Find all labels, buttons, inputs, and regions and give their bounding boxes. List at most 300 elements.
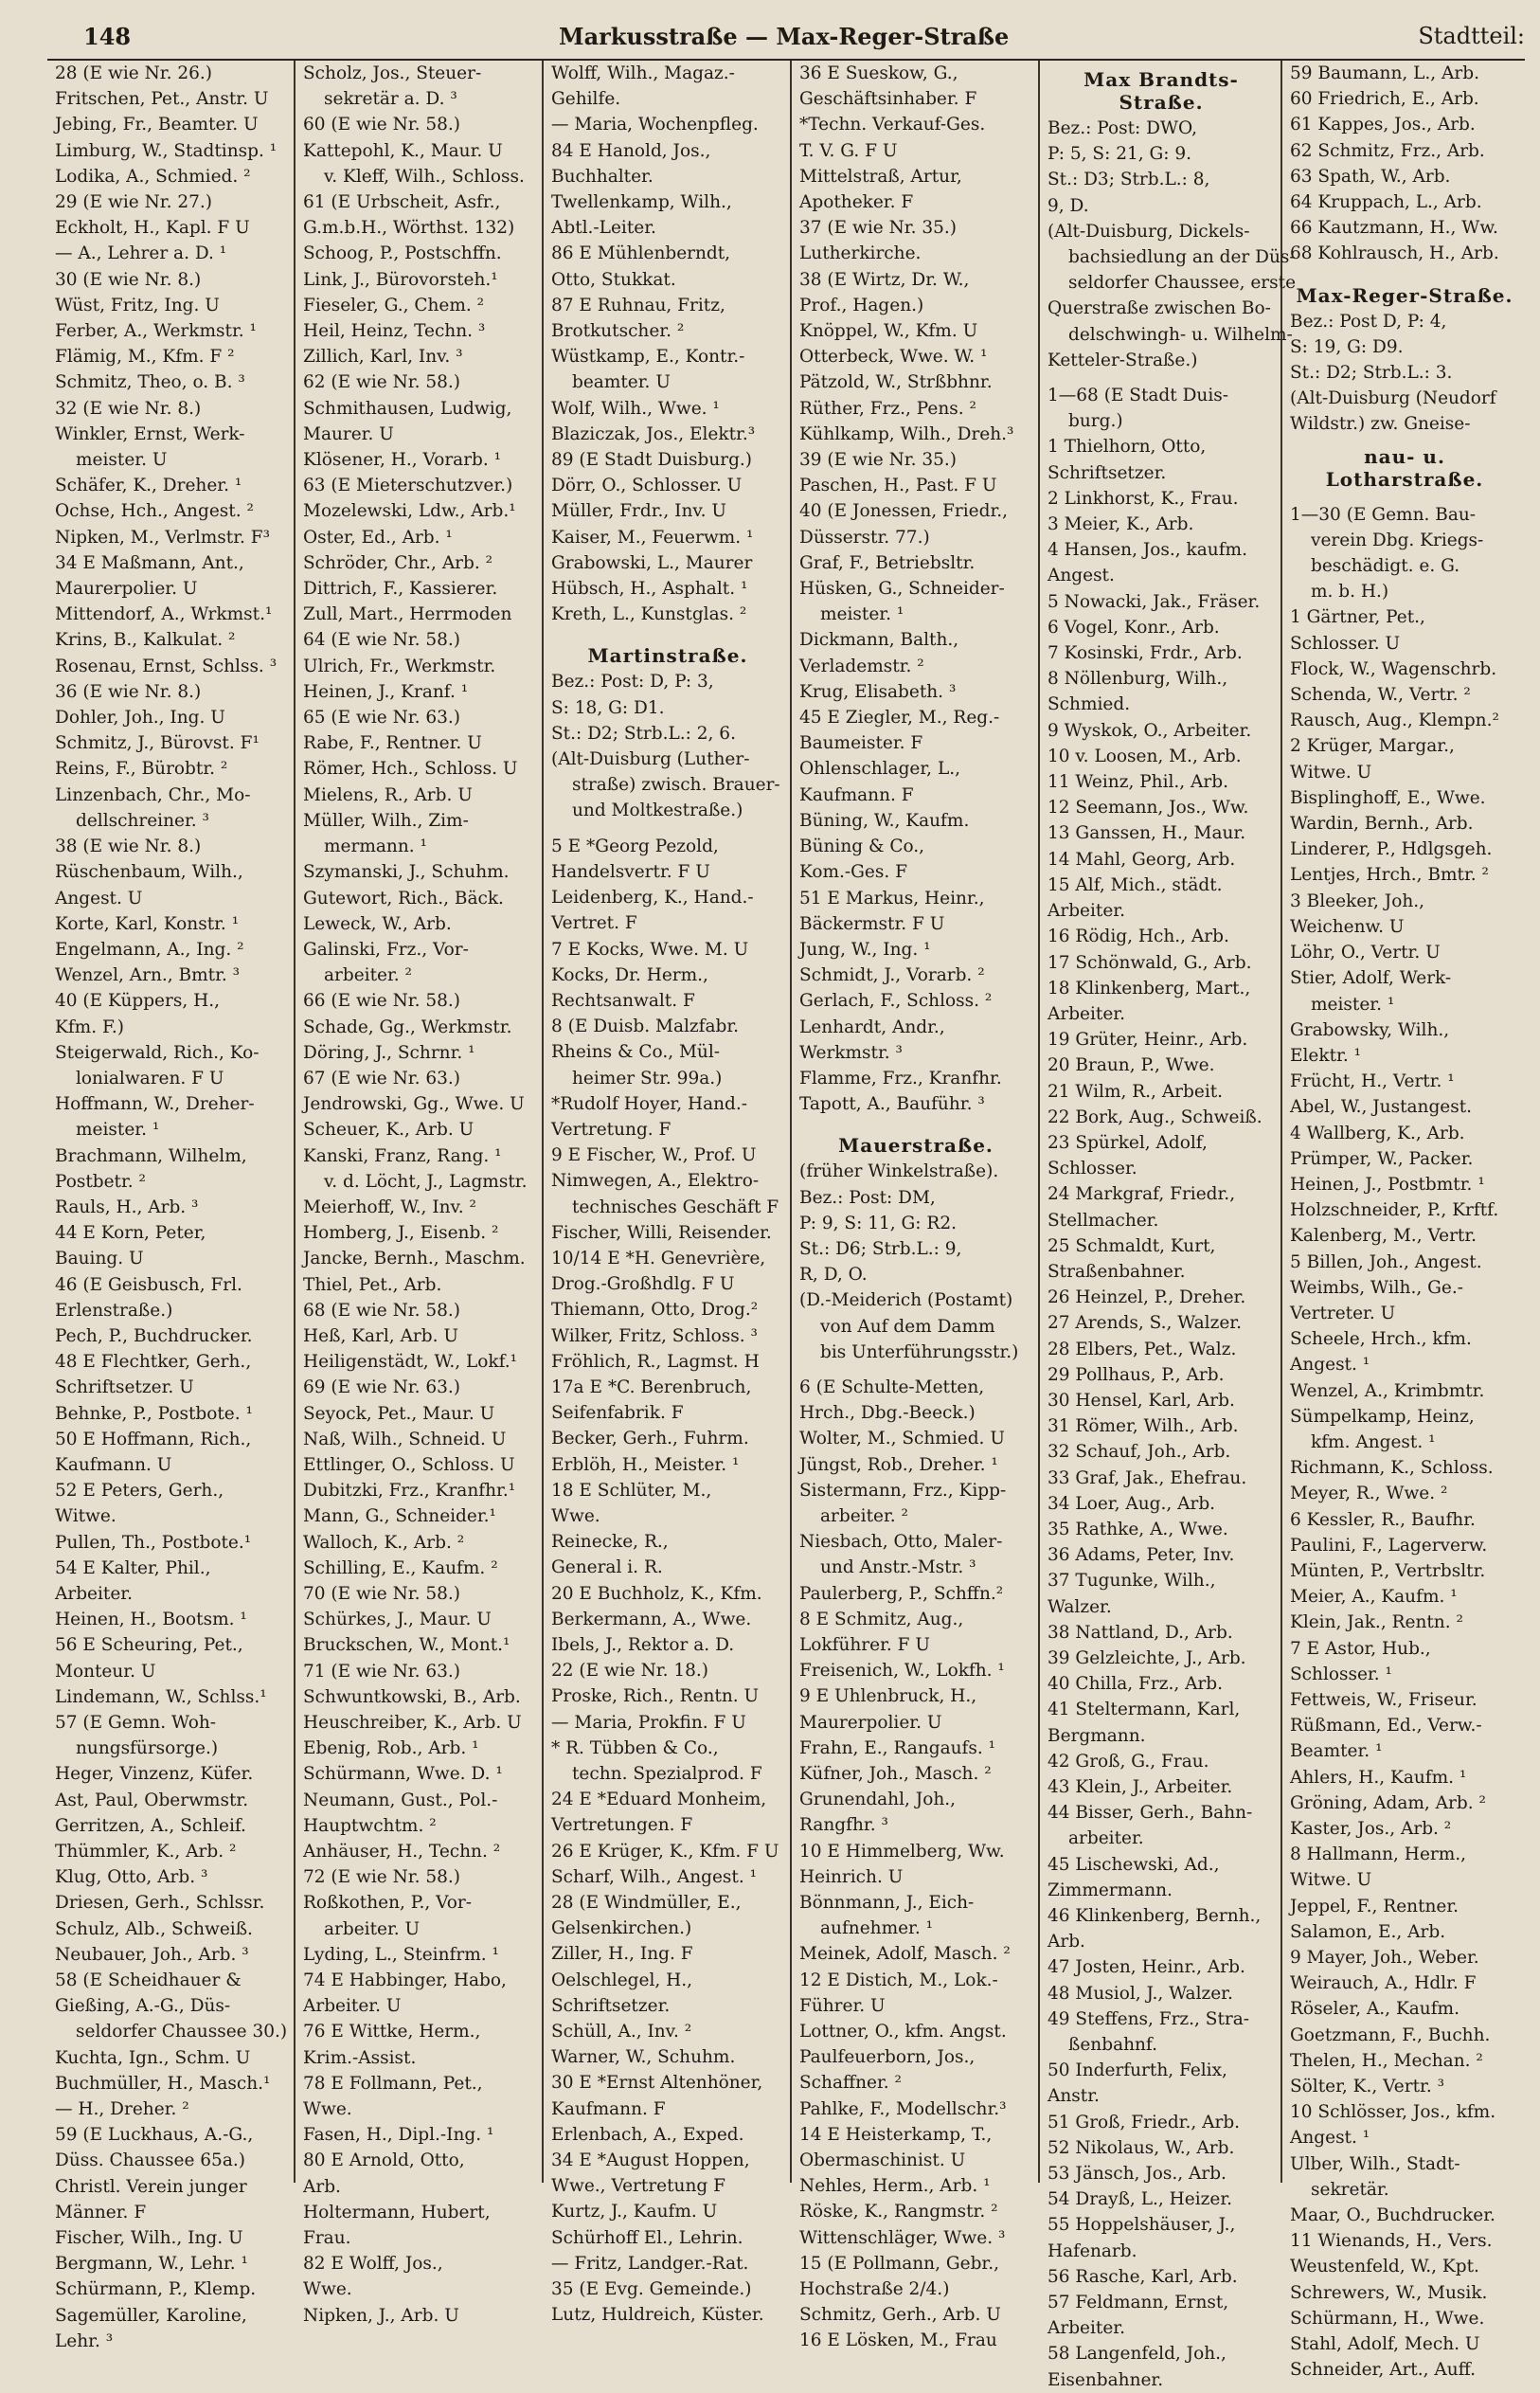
directory-entry: Witwe. — [55, 1506, 116, 1527]
directory-entry: Winkler, Ernst, Werk- — [55, 423, 245, 444]
directory-entry: 58 Langenfeld, Joh., — [1048, 2344, 1227, 2365]
directory-entry: 87 E Ruhnau, Fritz, — [551, 295, 725, 315]
directory-entry: Mozelewski, Ldw., Arb.¹ — [303, 501, 516, 522]
directory-entry: Rechtsanwalt. F — [551, 990, 695, 1011]
directory-entry: Kfm. F.) — [55, 1017, 125, 1037]
directory-entry: Kurtz, J., Kaufm. U — [551, 2202, 718, 2222]
directory-entry: Wüst, Fritz, Ing. U — [55, 295, 220, 315]
directory-entry: Kalenberg, M., Vertr. — [1290, 1226, 1477, 1247]
directory-entry: Limburg, W., Stadtinsp. ¹ — [55, 140, 278, 161]
directory-entry: Ulber, Wilh., Stadt- — [1290, 2153, 1460, 2174]
directory-entry: Arbeiter. U — [303, 1996, 402, 2017]
directory-entry: Tapott, A., Bauführ. ³ — [799, 1094, 985, 1115]
street-heading: Max Brandts-Straße. — [1083, 68, 1239, 114]
directory-entry: Ibels, J., Rektor a. D. — [551, 1634, 735, 1655]
directory-entry: Hüsken, G., Schneider- — [799, 579, 1005, 600]
directory-entry: Knöppel, W., Kfm. U — [799, 321, 978, 342]
street-heading: nau- u. Lotharstraße. — [1325, 444, 1484, 491]
directory-entry: 11 Wienands, H., Vers. — [1290, 2231, 1493, 2252]
directory-entry: Sümpelkamp, Heinz, — [1290, 1406, 1475, 1427]
directory-entry: 38 (E wie Nr. 8.) — [55, 837, 202, 857]
directory-entry: Stier, Adolf, Werk- — [1290, 968, 1452, 989]
directory-entry: 10/14 E *H. Genevrière, — [551, 1248, 766, 1268]
directory-entry: Goetzmann, F., Buchh. — [1290, 2024, 1491, 2045]
directory-entry: beamter. U — [572, 372, 671, 393]
directory-entry: 64 (E wie Nr. 58.) — [303, 630, 461, 651]
directory-entry: Lodika, A., Schmied. ² — [55, 166, 251, 187]
directory-entry: Szymanski, J., Schuhm. — [303, 862, 510, 883]
directory-entry — [1290, 267, 1519, 277]
directory-entry: Düsserstr. 77.) — [799, 527, 930, 548]
directory-entry: 15 (E Pollmann, Gebr., — [799, 2253, 999, 2274]
directory-entry: Heiligenstädt, W., Lokf.¹ — [303, 1352, 518, 1373]
directory-entry: Gelsenkirchen.) — [551, 1918, 692, 1939]
directory-entry: 6 Kessler, R., Baufhr. — [1290, 1509, 1476, 1530]
directory-entry: Stellmacher. — [1048, 1210, 1159, 1231]
directory-entry: Blaziczak, Jos., Elektr.³ — [551, 423, 756, 444]
directory-entry: Bergmann, W., Lehr. ¹ — [55, 2254, 248, 2275]
directory-entry: Männer. F — [55, 2202, 147, 2222]
directory-entry: Warner, W., Schuhm. — [551, 2047, 736, 2068]
directory-entry: Kuchta, Ign., Schm. U — [55, 2047, 251, 2068]
directory-entry: Heß, Karl, Arb. U — [303, 1325, 458, 1346]
directory-entry: Rüther, Frz., Pens. ² — [799, 398, 976, 419]
directory-entry: seldorfer Chaussee, erste — [1068, 273, 1297, 294]
directory-entry: Schneider, Art., Auff. — [1290, 2360, 1477, 2381]
directory-entry: Becker, Gerh., Fuhrm. — [551, 1429, 749, 1449]
directory-entry: Schrewers, W., Musik. — [1290, 2282, 1488, 2303]
directory-entry: Lottner, O., kfm. Angst. — [799, 2022, 1007, 2042]
directory-entry: 48 Musiol, J., Walzer. — [1048, 1983, 1233, 2004]
directory-entry: Leweck, W., Arb. — [303, 913, 452, 934]
directory-entry: General i. R. — [551, 1557, 663, 1578]
directory-entry: Kreth, L., Kunstglas. ² — [551, 604, 747, 625]
directory-entry: 63 (E Mieterschutzver.) — [303, 476, 513, 496]
directory-entry: Christl. Verein junger — [55, 2176, 247, 2197]
directory-entry: 51 Groß, Friedr., Arb. — [1048, 2112, 1241, 2132]
directory-entry: Wenzel, Arn., Bmtr. ³ — [55, 965, 241, 986]
directory-entry: Heger, Vinzenz, Küfer. — [55, 1764, 254, 1785]
directory-entry: Neumann, Gust., Pol.- — [303, 1790, 498, 1810]
directory-entry: Rangfhr. ³ — [799, 1815, 888, 1836]
directory-entry: Klösener, H., Vorarb. ¹ — [303, 450, 502, 471]
district-label: Stadtteil: — [1418, 23, 1525, 49]
directory-entry: Schmitz, Gerh., Arb. U — [799, 2305, 1001, 2326]
directory-entry: Klein, Jak., Rentn. ² — [1290, 1612, 1463, 1633]
directory-entry: Witwe. U — [1290, 762, 1372, 783]
directory-entry: Mittelstraß, Artur, — [799, 166, 962, 187]
directory-entry: 51 E Markus, Heinr., — [799, 888, 985, 909]
directory-entry: Hrch., Dbg.-Beeck.) — [799, 1403, 976, 1424]
directory-entry: Kattepohl, K., Maur. U — [303, 140, 503, 161]
directory-entry: Monteur. U — [55, 1661, 156, 1682]
directory-entry: Erlenstraße.) — [55, 1300, 173, 1321]
directory-entry: 67 (E wie Nr. 63.) — [303, 1068, 461, 1089]
directory-entry: P: 9, S: 11, G: R2. — [799, 1213, 957, 1233]
directory-entry: 35 Rathke, A., Wwe. — [1048, 1519, 1228, 1539]
directory-entry: 50 Inderfurth, Felix, — [1048, 2060, 1227, 2081]
directory-entry: 2 Linkhorst, K., Frau. — [1048, 488, 1239, 509]
directory-entry: Salamon, E., Arb. — [1290, 1921, 1446, 1942]
directory-entry — [551, 824, 784, 834]
directory-entry — [1290, 493, 1519, 502]
directory-entry: Ketteler-Straße.) — [1048, 350, 1198, 370]
directory-entry: Dörr, O., Schlosser. U — [551, 476, 743, 496]
directory-entry: Schulz, Alb., Schweiß. — [55, 1918, 253, 1939]
directory-entry: 56 Rasche, Karl, Arb. — [1048, 2266, 1238, 2287]
directory-entry: (D.-Meiderich (Postamt) — [799, 1290, 1013, 1311]
directory-entry: 15 Alf, Mich., städt. — [1048, 874, 1223, 895]
directory-entry: Wüstkamp, E., Kontr.- — [551, 347, 745, 368]
directory-entry: Schlosser. — [1048, 1159, 1137, 1179]
directory-entry: Vertretungen. F — [551, 1815, 693, 1836]
directory-entry: Heil, Heinz, Techn. ³ — [303, 321, 486, 342]
directory-entry: Schmidt, J., Vorarb. ² — [799, 965, 985, 986]
directory-entry: 52 E Peters, Gerh., — [55, 1481, 224, 1502]
directory-entry: Fischer, Willi, Reisender. — [551, 1222, 772, 1243]
directory-entry: Vertreter. U — [1290, 1303, 1396, 1323]
directory-entry: Thümmler, K., Arb. ² — [55, 1842, 237, 1862]
directory-entry: Zull, Mart., Herrmoden — [303, 604, 512, 625]
directory-entry: Döring, J., Schrnr. ¹ — [303, 1042, 475, 1063]
directory-entry: Meyer, R., Wwe. ² — [1290, 1484, 1448, 1504]
directory-entry: Driesen, Gerh., Schlssr. — [55, 1893, 265, 1914]
directory-entry: Thelen, H., Mechan. ² — [1290, 2050, 1483, 2071]
directory-column-3 — [544, 61, 792, 2326]
directory-entry: Rauls, H., Arb. ³ — [55, 1196, 199, 1217]
directory-entry: Sistermann, Frz., Kipp- — [799, 1480, 1007, 1501]
directory-entry: straße) zwisch. Brauer- — [572, 775, 780, 796]
directory-entry: Ochse, Hch., Angest. ² — [55, 501, 254, 522]
directory-entry: Küfner, Joh., Masch. ² — [799, 1764, 992, 1784]
directory-entry: 45 E Ziegler, M., Reg.- — [799, 708, 1000, 729]
directory-entry: 6 Vogel, Konr., Arb. — [1048, 617, 1220, 638]
directory-entry: und Moltkestraße.) — [572, 801, 743, 821]
directory-entry: 29 (E wie Nr. 27.) — [55, 192, 213, 213]
directory-entry: — Maria, Wochenpfleg. — [551, 115, 759, 135]
directory-entry: Rosenau, Ernst, Schlss. ³ — [55, 656, 278, 676]
directory-entry: 8 E Schmitz, Aug., — [799, 1609, 964, 1629]
directory-entry: Lokführer. F U — [799, 1634, 930, 1655]
directory-entry: Dubitzki, Frz., Kranfhr.¹ — [303, 1481, 516, 1502]
street-heading: Mauerstraße. — [838, 1134, 994, 1158]
directory-entry: Beamter. ¹ — [1290, 1741, 1383, 1762]
directory-entry: 70 (E wie Nr. 58.) — [303, 1583, 461, 1604]
directory-entry: Geschäftsinhaber. F — [799, 89, 977, 110]
directory-entry: v. d. Löcht, J., Lagmstr. — [324, 1171, 528, 1192]
directory-entry: 27 Arends, S., Walzer. — [1048, 1313, 1242, 1334]
directory-entry: Angest. U — [55, 888, 143, 909]
directory-entry: Neubauer, Joh., Arb. ³ — [55, 1944, 249, 1965]
directory-entry: Erlenbach, A., Exped. — [551, 2124, 744, 2145]
directory-entry: 46 Klinkenberg, Bernh., — [1048, 1906, 1262, 1927]
directory-entry: Arbeiter. — [1048, 1003, 1125, 1024]
directory-entry: 29 Pollhaus, P., Arb. — [1048, 1364, 1225, 1385]
directory-column-6 — [1282, 61, 1525, 2381]
directory-entry: Bez.: Post: D, P: 3, — [551, 672, 714, 693]
directory-entry: Grabowsky, Wilh., — [1290, 1019, 1450, 1040]
directory-entry: Querstraße zwischen Bo- — [1048, 298, 1271, 319]
directory-entry: Rüßmann, Ed., Verw.- — [1290, 1716, 1482, 1736]
street-range-title: Markusstraße — Max-Reger-Straße — [559, 23, 1010, 50]
directory-entry: Hochstraße 2/4.) — [799, 2279, 950, 2300]
directory-entry: Jung, W., Ing. ¹ — [799, 939, 931, 960]
directory-entry: Fettweis, W., Friseur. — [1290, 1689, 1477, 1710]
directory-entry: 34 E *August Hoppen, — [551, 2150, 750, 2171]
directory-entry: Linderer, P., Hdlgsgeh. — [1290, 839, 1493, 860]
directory-entry: sekretär. — [1311, 2179, 1389, 2200]
directory-entry: Hübsch, H., Asphalt. ¹ — [551, 579, 748, 600]
directory-entry: Gerritzen, A., Schleif. — [55, 1815, 246, 1836]
directory-entry: Nimwegen, A., Elektro- — [551, 1171, 760, 1192]
directory-entry: Abtl.-Leiter. — [551, 218, 656, 239]
directory-entry: Wolff, Wilh., Magaz.- — [551, 63, 735, 83]
street-heading: Max-Reger-Straße. — [1296, 283, 1513, 307]
directory-entry: Jancke, Bernh., Maschm. — [303, 1249, 526, 1269]
directory-entry: 76 E Wittke, Herm., — [303, 2022, 481, 2042]
directory-entry: Nipken, M., Verlmstr. F³ — [55, 527, 271, 548]
directory-entry: ßenbahnf. — [1068, 2035, 1157, 2056]
directory-entry: Scharf, Wilh., Angest. ¹ — [551, 1866, 758, 1887]
directory-entry: Arbeiter. — [1048, 901, 1125, 922]
directory-entry: Hafenarb. — [1048, 2240, 1137, 2261]
directory-entry: Wittenschläger, Wwe. ³ — [799, 2227, 1006, 2248]
directory-entry: Homberg, J., Eisenb. ² — [303, 1223, 499, 1244]
directory-entry: Prümper, W., Packer. — [1290, 1148, 1474, 1169]
directory-entry: Gerlach, F., Schloss. ² — [799, 991, 993, 1012]
directory-entry: 42 Groß, G., Frau. — [1048, 1751, 1209, 1772]
directory-entry: Arbeiter. — [55, 1583, 133, 1604]
directory-entry: Maurer. U — [303, 423, 394, 444]
directory-entry: delschwingh- u. Wilhelm- — [1068, 324, 1293, 345]
directory-entry: Obermaschinist. U — [799, 2150, 966, 2171]
directory-entry: Lyding, L., Steinfrm. ¹ — [303, 1944, 499, 1965]
directory-entry: technisches Geschäft F — [572, 1196, 779, 1217]
directory-entry: 41 Steltermann, Karl, — [1048, 1700, 1241, 1720]
directory-entry: 10 Schlösser, Jos., kfm. — [1290, 2102, 1496, 2123]
directory-entry: 18 E Schlüter, M., — [551, 1480, 712, 1501]
directory-entry: Krins, B., Kalkulat. ² — [55, 630, 236, 651]
directory-entry: Wardin, Bernh., Arb. — [1290, 814, 1474, 835]
directory-entry: Meier, A., Kaufm. ¹ — [1290, 1587, 1458, 1608]
directory-entry: Weimbs, Wilh., Ge.- — [1290, 1277, 1463, 1298]
directory-entry: Abel, W., Justangest. — [1290, 1097, 1473, 1118]
directory-entry: Heinen, J., Postbmtr. ¹ — [1290, 1174, 1485, 1195]
directory-entry: 52 Nikolaus, W., Arb. — [1048, 2137, 1235, 2158]
directory-entry: Maurerpolier. U — [55, 579, 198, 600]
directory-entry: Klug, Otto, Arb. ³ — [55, 1867, 208, 1888]
directory-entry: Brachmann, Wilhelm, — [55, 1145, 247, 1166]
directory-entry: (Alt-Duisburg, Dickels- — [1048, 221, 1250, 242]
directory-entry: Oelschlegel, H., — [551, 1970, 693, 1990]
directory-entry: Thiemann, Otto, Drog.² — [551, 1300, 759, 1321]
directory-entry: 14 E Heisterkamp, T., — [799, 2124, 993, 2145]
directory-entry: Mittendorf, A., Wrkmst.¹ — [55, 604, 273, 625]
directory-entry: Nipken, J., Arb. U — [303, 2305, 459, 2326]
directory-entry: — A., Lehrer a. D. ¹ — [55, 243, 227, 264]
directory-entry: (Alt-Duisburg (Luther- — [551, 749, 750, 770]
directory-entry: Büning, W., Kaufm. — [799, 810, 970, 831]
directory-entry: Witwe. U — [1290, 1870, 1372, 1891]
directory-entry: 39 (E wie Nr. 35.) — [799, 450, 958, 471]
directory-entry: Kaufmann. F — [551, 2098, 666, 2119]
directory-entry: 40 Chilla, Frz., Arb. — [1048, 1674, 1224, 1695]
directory-entry: G.m.b.H., Wörthst. 132) — [303, 218, 515, 239]
directory-entry: meister. ¹ — [820, 604, 904, 625]
directory-entry: Kaufmann. U — [55, 1454, 172, 1475]
directory-entry: St.: D2; Strb.L.: 2, 6. — [551, 723, 736, 744]
directory-entry: Straßenbahner. — [1048, 1261, 1186, 1282]
directory-entry: Schenda, W., Vertr. ² — [1290, 685, 1471, 706]
directory-entry: Bez.: Post: DM, — [799, 1187, 936, 1208]
directory-entry: Röske, K., Rangmstr. ² — [799, 2202, 998, 2222]
directory-entry: Pätzold, W., Strßbhnr. — [799, 372, 993, 393]
directory-entry: Schaffner. ² — [799, 2073, 902, 2094]
directory-entry: Proske, Rich., Rentn. U — [551, 1686, 760, 1707]
directory-entry: 20 Braun, P., Wwe. — [1048, 1055, 1215, 1076]
directory-entry: Grunendahl, Joh., — [799, 1790, 957, 1810]
directory-entry: 69 (E wie Nr. 63.) — [303, 1377, 461, 1398]
directory-entry: Bez.: Post D, P: 4, — [1290, 311, 1447, 332]
directory-entry: 38 (E Wirtz, Dr. W., — [799, 269, 970, 290]
directory-entry: Schüll, A., Inv. ² — [551, 2022, 692, 2042]
directory-entry: 17a E *C. Berenbruch, — [551, 1376, 752, 1397]
directory-entry: 84 E Hanold, Jos., — [551, 140, 711, 161]
directory-entry: 7 Kosinski, Frdr., Arb. — [1048, 643, 1243, 664]
directory-entry: 9 Mayer, Joh., Weber. — [1290, 1948, 1479, 1969]
directory-entry: 35 (E Evg. Gemeinde.) — [551, 2279, 752, 2300]
directory-entry: 61 (E Urbscheit, Asfr., — [303, 192, 501, 213]
directory-entry: Dickmann, Balth., — [799, 630, 959, 651]
directory-entry: Ettlinger, O., Schloss. U — [303, 1454, 515, 1475]
directory-entry: bachsiedlung an der Düs- — [1068, 247, 1296, 268]
directory-entry: 80 E Arnold, Otto, — [303, 2150, 465, 2171]
directory-entry: St.: D2; Strb.L.: 3. — [1290, 363, 1453, 384]
directory-entry: 1—68 (E Stadt Duis- — [1048, 386, 1228, 406]
directory-entry: Jendrowski, Gg., Wwe. U — [303, 1094, 525, 1115]
directory-entry: 59 Baumann, L., Arb. — [1290, 63, 1479, 83]
directory-entry: 28 Elbers, Pet., Walz. — [1048, 1339, 1237, 1359]
directory-entry: 10 E Himmelberg, Ww. — [799, 1841, 1005, 1862]
directory-entry: dellschreiner. ³ — [76, 810, 209, 831]
directory-entry: 6 (E Schulte-Metten, — [799, 1376, 985, 1397]
directory-entry: meister. ¹ — [76, 1120, 160, 1141]
directory-entry: 57 (E Gemn. Woh- — [55, 1713, 217, 1733]
directory-entry: *Rudolf Hoyer, Hand.- — [551, 1093, 748, 1114]
directory-entry: 57 Feldmann, Ernst, — [1048, 2293, 1229, 2313]
directory-entry: Arb. — [1048, 1932, 1085, 1952]
directory-entry: Schürmann, H., Wwe. — [1290, 2308, 1485, 2329]
directory-entry: Gutewort, Rich., Bäck. — [303, 888, 504, 909]
directory-entry: lonialwaren. F U — [76, 1068, 224, 1089]
directory-entry: von Auf dem Damm — [820, 1316, 995, 1337]
directory-entry: Schmithausen, Ludwig, — [303, 398, 512, 419]
directory-entry: seldorfer Chaussee 30.) — [76, 2022, 288, 2042]
directory-entry: 8 Nöllenburg, Wilh., — [1048, 669, 1228, 690]
page-header — [47, 15, 1525, 59]
directory-entry: Eckholt, H., Kapl. F U — [55, 218, 250, 239]
directory-entry: Niesbach, Otto, Maler- — [799, 1532, 1003, 1553]
directory-entry: Rüschenbaum, Wilh., — [55, 862, 243, 883]
street-heading: Martinstraße. — [587, 644, 748, 668]
directory-entry: 9 E Fischer, W., Prof. U — [551, 1145, 757, 1166]
directory-entry: 59 (E Luckhaus, A.-G., — [55, 2125, 254, 2146]
directory-entry: 24 Markgraf, Friedr., — [1048, 1184, 1236, 1205]
directory-entry: Wwe. — [303, 2099, 352, 2120]
directory-entry: Bönnmann, J., Eich- — [799, 1893, 975, 1914]
directory-entry: Röseler, A., Kaufm. — [1290, 1999, 1459, 2020]
directory-entry: Lutz, Huldreich, Küster. — [551, 2305, 764, 2326]
directory-entry: arbeiter. — [1068, 1828, 1144, 1849]
directory-entry: 28 (E wie Nr. 26.) — [55, 63, 213, 83]
directory-entry: 72 (E wie Nr. 58.) — [303, 1867, 461, 1888]
directory-entry: 14 Mahl, Georg, Arb. — [1048, 849, 1236, 870]
directory-entry: Frahn, E., Rangaufs. ¹ — [799, 1737, 996, 1758]
directory-entry: Zillich, Karl, Inv. ³ — [303, 347, 463, 368]
directory-entry: 60 Friedrich, E., Arb. — [1290, 89, 1479, 110]
directory-entry: verein Dbg. Kriegs- — [1311, 530, 1484, 550]
directory-entry — [551, 627, 784, 637]
directory-entry: Maar, O., Buchdrucker. — [1290, 2205, 1495, 2226]
directory-entry: 43 Klein, J., Arbeiter. — [1048, 1777, 1233, 1797]
directory-entry: Otterbeck, Wwe. W. ¹ — [799, 347, 988, 368]
directory-entry: Schmied. — [1048, 694, 1131, 715]
directory-entry: Schürmann, P., Klemp. — [55, 2279, 257, 2300]
directory-entry: Elektr. ¹ — [1290, 1045, 1362, 1066]
directory-entry: m. b. H.) — [1311, 582, 1389, 603]
directory-entry: Bäckermstr. F U — [799, 913, 945, 934]
directory-entry: Ferber, A., Werkmstr. ¹ — [55, 321, 257, 342]
directory-entry: Jeppel, F., Rentner. — [1290, 1896, 1459, 1916]
directory-entry: Schürmann, Wwe. D. ¹ — [303, 1764, 503, 1785]
directory-entry: 63 Spath, W., Arb. — [1290, 166, 1451, 187]
directory-entry: Seifenfabrik. F — [551, 1403, 684, 1424]
directory-entry: Paulini, F., Lagerverw. — [1290, 1535, 1488, 1556]
directory-entry: Stahl, Adolf, Mech. U — [1290, 2334, 1480, 2355]
directory-entry: meister. U — [76, 450, 168, 471]
page-number: 148 — [83, 23, 132, 50]
directory-entry: Schoog, P., Postschffn. — [303, 243, 502, 264]
directory-entry: 54 Drayß, L., Heizer. — [1048, 2189, 1233, 2210]
directory-entry: Düss. Chaussee 65a.) — [55, 2150, 245, 2171]
directory-entry: 12 Seemann, Jos., Ww. — [1048, 798, 1249, 819]
directory-entry: Arbeiter. — [1048, 2318, 1125, 2339]
directory-entry: Reins, F., Bürobtr. ² — [55, 759, 228, 780]
directory-entry: Dohler, Joh., Ing. U — [55, 708, 225, 729]
directory-entry: 16 E Lösken, M., Frau — [799, 2330, 997, 2351]
directory-entry: Mann, G., Schneider.¹ — [303, 1506, 496, 1527]
directory-entry: arbeiter. ² — [820, 1505, 908, 1526]
directory-entry: Arb. — [303, 2176, 341, 2197]
directory-entry: Lenhardt, Andr., — [799, 1017, 945, 1037]
directory-entry: Seyock, Pet., Maur. U — [303, 1403, 495, 1424]
directory-entry: Otto, Stukkat. — [551, 269, 676, 290]
directory-entry: Wwe. — [551, 1505, 600, 1526]
directory-entry: 47 Josten, Heinr., Arb. — [1048, 1957, 1245, 1978]
directory-entry: Link, J., Bürovorsteh.¹ — [303, 269, 498, 290]
directory-entry: Schürhoff El., Lehrin. — [551, 2227, 743, 2248]
directory-entry: Scheele, Hrch., kfm. — [1290, 1329, 1472, 1350]
directory-entry: Schriftsetzer. U — [55, 1377, 194, 1398]
directory-entry: 39 Gelzleichte, J., Arb. — [1048, 1647, 1246, 1668]
directory-entry: Jüngst, Rob., Dreher. ¹ — [799, 1454, 998, 1475]
directory-entry: Nehles, Herm., Arb. ¹ — [799, 2176, 991, 2197]
directory-entry: Eisenbahner. — [1048, 2369, 1164, 2390]
directory-entry: sekretär a. D. ³ — [324, 89, 457, 110]
directory-entry: Pech, P., Buchdrucker. — [55, 1325, 253, 1346]
directory-entry: *Techn. Verkauf-Ges. — [799, 115, 986, 135]
directory-entry: Wolf, Wilh., Wwe. ¹ — [551, 398, 720, 419]
